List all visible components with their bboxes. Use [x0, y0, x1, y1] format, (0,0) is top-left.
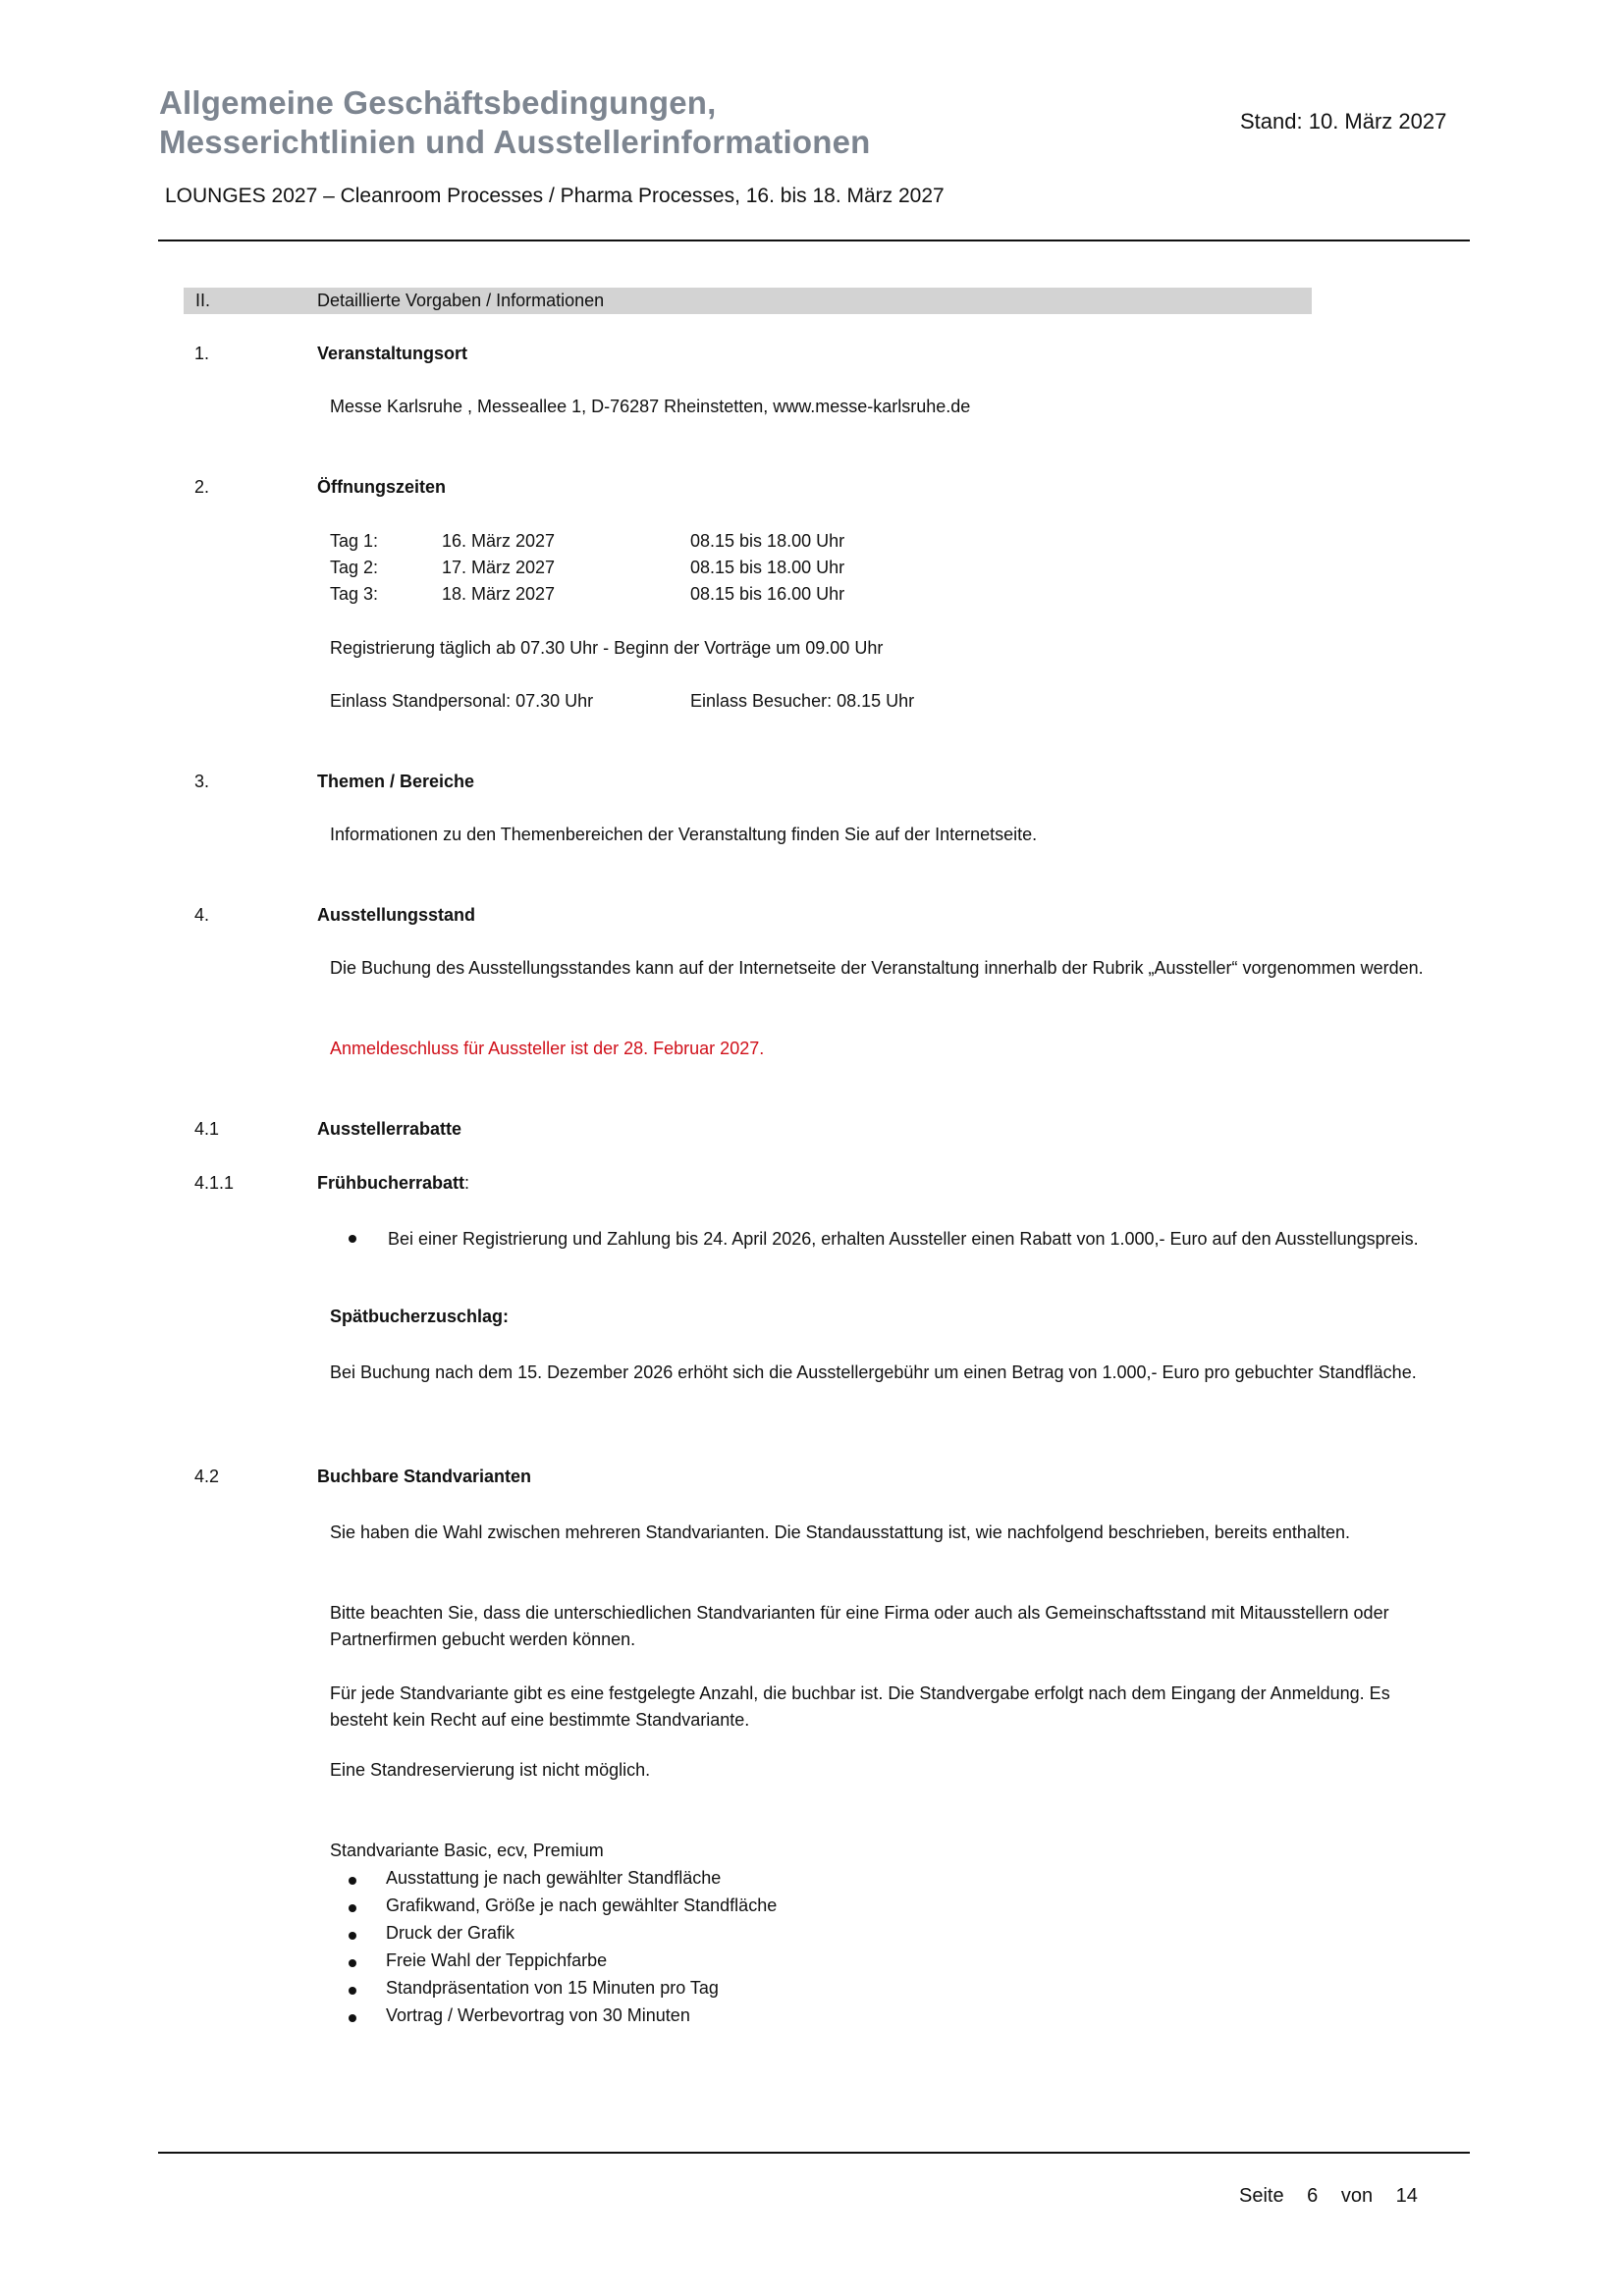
registration-info: Registrierung täglich ab 07.30 Uhr - Beginn der Vorträge um 09.00 Uhr	[330, 638, 884, 658]
item-number-4-2: 4.2	[194, 1467, 220, 1486]
late-booking-text: Bei Buchung nach dem 15. Dezember 2026 erhöht sich die Ausstellergebühr um einen Betrag von 1.000,- Euro pro gebuchter Standfläche.	[330, 1362, 1417, 1382]
bullet-icon	[349, 2014, 356, 2022]
variants-paragraph-3: Für jede Standvariante gibt es eine festgelegte Anzahl, die buchbar ist. Die Standvergabe erfolgt nach dem Eingang der Anmeldung. Es besteht kein Recht auf eine bestimmte Standvariante.	[330, 1683, 1390, 1730]
day-label: Tag 3:	[330, 584, 379, 604]
heading-colon: :	[464, 1173, 470, 1193]
day-date: 16. März 2027	[442, 531, 556, 551]
heading-ausstellungsstand: Ausstellungsstand	[317, 905, 476, 925]
section-number: II.	[195, 291, 211, 310]
item-number-4-1: 4.1	[194, 1119, 220, 1139]
bullet-icon	[349, 1877, 356, 1885]
heading-buchbare-standvarianten: Buchbare Standvarianten	[317, 1467, 532, 1486]
document-title-line-1: Allgemeine Geschäftsbedingungen,	[159, 84, 717, 121]
day-label: Tag 2:	[330, 558, 379, 577]
section-header-bar	[184, 288, 1312, 314]
heading-oeffnungszeiten: Öffnungszeiten	[317, 477, 446, 497]
section-title: Detaillierte Vorgaben / Informationen	[317, 291, 605, 310]
early-bird-text: Bei einer Registrierung und Zahlung bis 24. April 2026, erhalten Aussteller einen Rabatt von 1.000,- Euro auf den Ausstellungspreis.	[388, 1229, 1419, 1249]
bullet-icon	[349, 1904, 356, 1912]
item-number-1: 1.	[194, 344, 210, 363]
list-item-text: Grafikwand, Größe je nach gewählter Standfläche	[386, 1896, 778, 1915]
item-number-3: 3.	[194, 772, 210, 791]
header-divider	[158, 240, 1470, 241]
footer-divider	[158, 2152, 1470, 2154]
day-label: Tag 1:	[330, 531, 379, 551]
variants-paragraph-2: Bitte beachten Sie, dass die unterschiedlichen Standvarianten für eine Firma oder auch als Gemeinschaftsstand mit Mitausstellern oder Partnerfirmen gebucht werden können.	[330, 1603, 1389, 1649]
registration-deadline: Anmeldeschluss für Aussteller ist der 28. Februar 2027.	[330, 1039, 765, 1058]
day-hours: 08.15 bis 18.00 Uhr	[690, 531, 845, 551]
day-date: 17. März 2027	[442, 558, 556, 577]
variants-paragraph-1: Sie haben die Wahl zwischen mehreren Standvarianten. Die Standausstattung ist, wie nachfolgend beschrieben, bereits enthalten.	[330, 1522, 1350, 1542]
of-label: von	[1340, 2185, 1374, 2207]
list-item-text: Druck der Grafik	[386, 1923, 515, 1943]
entry-staff: Einlass Standpersonal: 07.30 Uhr	[330, 691, 594, 711]
venue-address: Messe Karlsruhe , Messeallee 1, D-76287 Rheinstetten, www.messe-karlsruhe.de	[330, 397, 971, 416]
heading-themen-bereiche: Themen / Bereiche	[317, 772, 475, 791]
day-hours: 08.15 bis 16.00 Uhr	[690, 584, 845, 604]
document-title-line-2: Messerichtlinien und Ausstellerinformationen	[159, 124, 871, 160]
revision-date: Stand: 10. März 2027	[1240, 109, 1447, 133]
page-number	[1239, 2185, 1418, 2208]
list-item-text: Standpräsentation von 15 Minuten pro Tag	[386, 1978, 719, 1998]
total-pages: 14	[1395, 2185, 1418, 2207]
variants-list-title: Standvariante Basic, ecv, Premium	[330, 1841, 604, 1860]
list-item-text: Ausstattung je nach gewählter Standfläche	[386, 1868, 722, 1888]
day-hours: 08.15 bis 18.00 Uhr	[690, 558, 845, 577]
booking-info: Die Buchung des Ausstellungsstandes kann auf der Internetseite der Veranstaltung innerhalb der Rubrik „Aussteller“ vorgenommen werden.	[330, 958, 1424, 978]
entry-visitors: Einlass Besucher: 08.15 Uhr	[690, 691, 915, 711]
list-item-text: Freie Wahl der Teppichfarbe	[386, 1950, 608, 1970]
bullet-icon	[349, 1987, 356, 1995]
variants-paragraph-4: Eine Standreservierung ist nicht möglich.	[330, 1760, 651, 1780]
item-number-4-1-1: 4.1.1	[194, 1173, 235, 1193]
bullet-icon	[349, 1932, 356, 1940]
bullet-icon	[349, 1235, 356, 1243]
current-page: 6	[1307, 2185, 1319, 2207]
heading-fruehbucherrabatt-wrap	[317, 1173, 469, 1194]
page-label: Seite	[1239, 2185, 1284, 2207]
list-item-text: Vortrag / Werbevortrag von 30 Minuten	[386, 2005, 690, 2025]
heading-spaetbucherzuschlag: Spätbucherzuschlag:	[330, 1307, 510, 1326]
item-number-4: 4.	[194, 905, 210, 925]
topics-info: Informationen zu den Themenbereichen der Veranstaltung finden Sie auf der Internetseite.	[330, 825, 1038, 844]
event-subtitle: LOUNGES 2027 – Cleanroom Processes / Pharma Processes, 16. bis 18. März 2027	[165, 185, 945, 207]
heading-ausstellerrabatte: Ausstellerrabatte	[317, 1119, 462, 1139]
day-date: 18. März 2027	[442, 584, 556, 604]
heading-veranstaltungsort: Veranstaltungsort	[317, 344, 468, 363]
bullet-icon	[349, 1959, 356, 1967]
item-number-2: 2.	[194, 477, 210, 497]
heading-fruehbucherrabatt: Frühbucherrabatt	[317, 1173, 465, 1193]
